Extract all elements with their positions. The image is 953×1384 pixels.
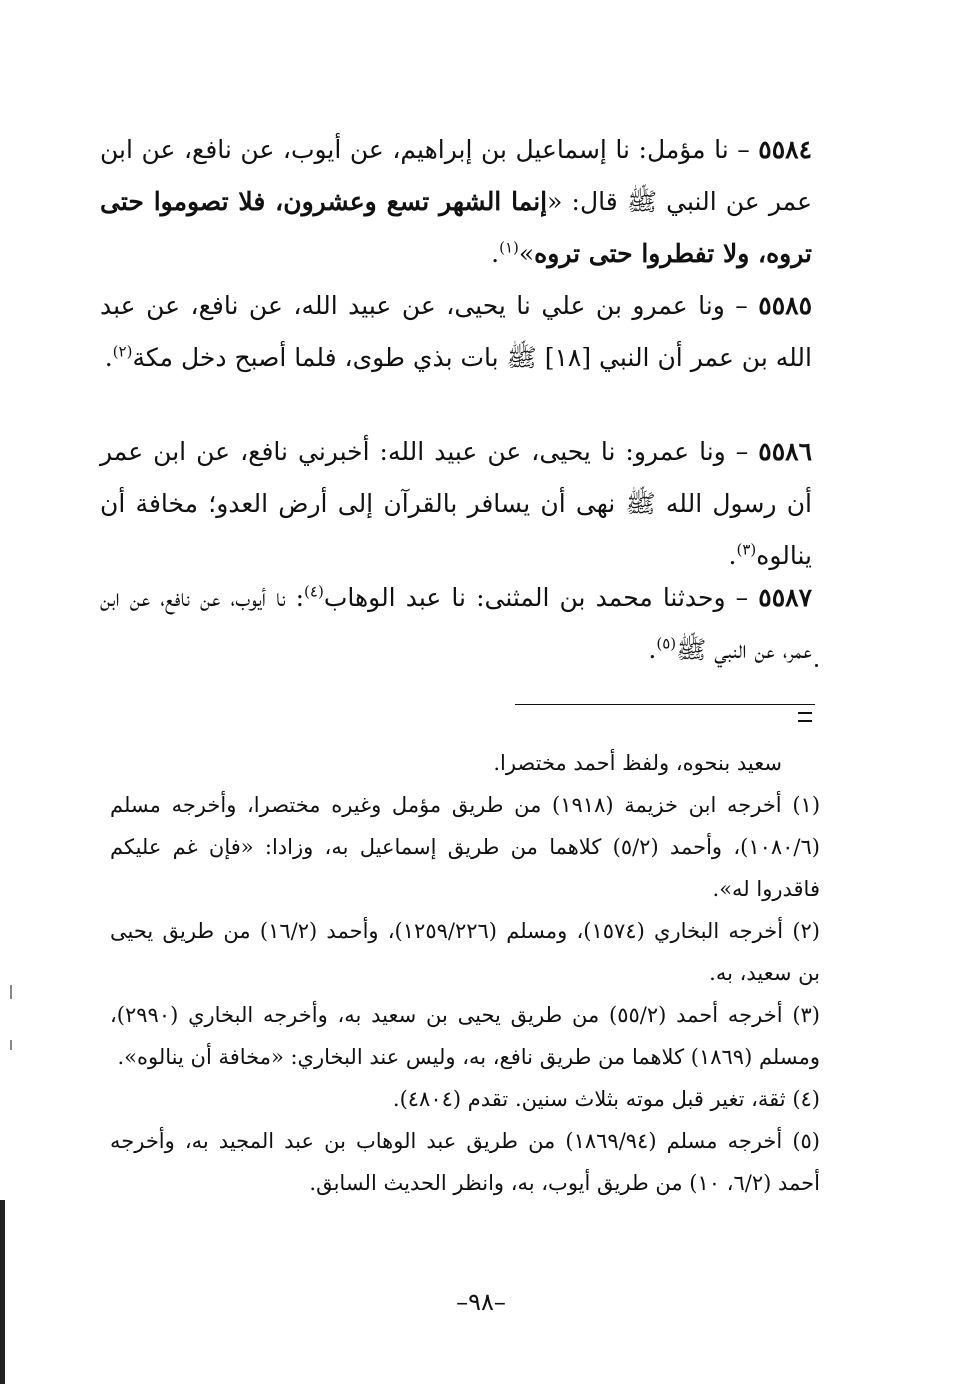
- hadith-end: .: [728, 541, 737, 570]
- footnote-4: [110, 1078, 820, 1120]
- hadith-text: – ونا عمرو بن علي نا يحيى، عن عبيد الله، عن نافع، عن عبد الله بن عمر أن النبي [١٨] ﷺ بات بذي طوى، فلما أصبح دخل مكة: [100, 291, 812, 372]
- hadith-text: »: [518, 239, 535, 268]
- stray-dot: [815, 664, 818, 667]
- hadith-number: ٥٥٨٧: [758, 583, 812, 612]
- footnote-text: أخرجه مسلم (١٨٦٩/٩٤) من طريق عبد الوهاب بن عبد المجيد به، وأخرجه أحمد (٦/٢، ١٠) من طريق أيوب، به، وانظر الحديث السابق.: [110, 1129, 820, 1195]
- footnote-3: [110, 994, 820, 1078]
- footnote-text: أخرجه أحمد (٥٥/٢) من طريق يحيى بن سعيد به، وأخرجه البخاري (٢٩٩٠)، ومسلم (١٨٦٩) كلاهما من طريق نافع، به، وليس عند البخاري: «مخافة أن ينالوه».: [110, 1003, 820, 1069]
- footnote-text: أخرجه البخاري (١٥٧٤)، ومسلم (١٢٥٩/٢٢٦)، وأحمد (١٦/٢) من طريق يحيى بن سعيد، به.: [110, 919, 820, 985]
- footnote-2: [110, 910, 820, 994]
- footnote-5: [110, 1120, 820, 1204]
- footnote-ref: (٥): [656, 634, 677, 653]
- page-number: –٩٨–: [456, 1288, 506, 1316]
- hadith-matn-bold: إنما الشهر تسع وعشرون، فلا تصوموا حتى تروه، ولا تفطروا حتى تروه: [100, 187, 812, 268]
- hadith-5587: [100, 572, 812, 676]
- hadith-end: .: [104, 343, 113, 372]
- scan-mark: [10, 1040, 12, 1050]
- footnote-1: [110, 784, 820, 910]
- footnote-ref: (٤): [304, 582, 324, 601]
- hadith-5585: [100, 280, 812, 384]
- footnote-text: أخرجه ابن خزيمة (١٩١٨) من طريق مؤمل وغيره مختصرا، وأخرجه مسلم (١٠٨٠/٦)، وأحمد (٥/٢) كلاهما من طريق إسماعيل به، وزادا: «فإن غم عليكم فاقدروا له».: [110, 793, 820, 901]
- footnote-label: (٥): [792, 1129, 820, 1153]
- hadith-text: – نا مؤمل: نا إسماعيل بن إبراهيم، عن أيوب، عن نافع، عن ابن عمر عن النبي ﷺ قال: «: [100, 135, 813, 216]
- hadith-end: .: [491, 239, 500, 268]
- hadith-text: : نا أيوب، عن نافع، عن ابن عمر، عن النبي ﷺ: [100, 583, 812, 664]
- hadith-number: ٥٥٨٦: [758, 437, 812, 466]
- continuation-mark: [798, 712, 812, 722]
- page-edge-shadow: [0, 1200, 5, 1384]
- footnote-ref: (١): [499, 238, 519, 257]
- footnote-label: (١): [792, 793, 821, 817]
- scan-mark: [10, 985, 12, 999]
- hadith-number: ٥٥٨٤: [758, 135, 812, 164]
- footnote-label: (٤): [792, 1087, 820, 1111]
- hadith-5586: [100, 426, 812, 582]
- footnote-ref: (٣): [736, 540, 757, 559]
- footnote-label: (٢): [792, 919, 820, 943]
- footnote-ref: (٢): [112, 342, 133, 361]
- hadith-number: ٥٥٨٥: [758, 291, 812, 320]
- footnote-separator: [515, 704, 815, 705]
- hadith-5584: [100, 124, 812, 280]
- footnote-continuation: سعيد بنحوه، ولفظ أحمد مختصرا.: [493, 751, 782, 775]
- hadith-text: – ونا عمرو: نا يحيى، عن عبيد الله: أخبرني نافع، عن ابن عمر أن رسول الله ﷺ نهى أن يسافر بالقرآن إلى أرض العدو؛ مخافة أن ينالوه: [100, 437, 812, 570]
- hadith-text: – وحدثنا محمد بن المثنى: نا عبد الوهاب: [323, 583, 759, 612]
- footnote-label: (٣): [792, 1003, 820, 1027]
- footnotes: [110, 742, 820, 1204]
- hadith-end: .: [648, 635, 657, 664]
- footnote-text: ثقة، تغير قبل موته بثلاث سنين. تقدم (٤٨٠٤).: [392, 1087, 786, 1111]
